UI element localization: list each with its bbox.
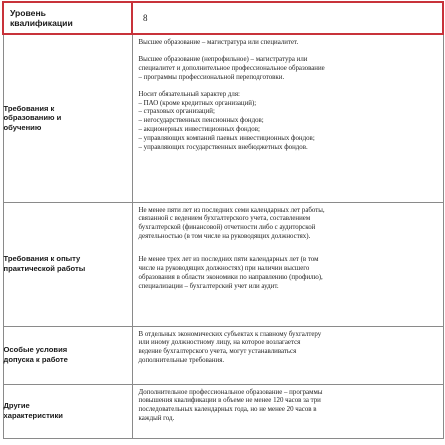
text-line: – негосударственных пенсионных фондов; (138, 117, 264, 125)
label-line: образованию и (3, 113, 62, 123)
text-line: каждый год. (138, 415, 175, 423)
qualification-level-row (3, 2, 443, 34)
label-line: Требования к опыту (3, 254, 81, 264)
label-line: характеристики (3, 411, 63, 420)
label-line: Особые условия (3, 345, 68, 355)
education-requirements-label (3, 34, 132, 202)
text-line: Дополнительное профессиональное образование – программы (138, 388, 323, 396)
text-line: связанной с ведением бухгалтерского учета, составлением (138, 215, 311, 223)
qualification-table (2, 1, 444, 439)
paragraph (139, 207, 438, 243)
label-line: квалификации (10, 18, 73, 28)
label-line: Уровень (10, 8, 46, 18)
text-line: Высшее образование – магистратура или специалитет. (138, 39, 299, 46)
education-requirements-row (3, 34, 443, 202)
experience-requirements-content (132, 202, 443, 326)
text-line: Не менее пяти лет из последних семи календарных лет работы, (138, 206, 325, 214)
admission-conditions-label (3, 326, 132, 384)
qualification-level-value: 8 (132, 2, 443, 34)
label-line: Другие (3, 401, 30, 411)
paragraph (139, 56, 438, 83)
text-line: Не менее трех лет из последних пяти календарных лет (в том (138, 256, 319, 264)
experience-requirements-label (3, 202, 132, 326)
qualification-level-label (3, 2, 132, 34)
text-line: Носит обязательный характер для: (138, 90, 240, 98)
label-line: допуска к работе (3, 355, 68, 364)
text-line: – страховых организаций; (138, 108, 215, 116)
other-characteristics-label (3, 384, 132, 438)
text-line: числе на руководящих должностях) при наличии высшего (138, 265, 310, 273)
paragraph (139, 39, 438, 48)
other-characteristics-row (3, 384, 443, 438)
education-requirements-content (132, 34, 443, 202)
text-line: специалитет и дополнительное профессиональное образование (138, 64, 325, 72)
paragraph (139, 256, 438, 292)
text-line: ведение бухгалтерского учета, могут устанавливаться (138, 348, 297, 356)
text-line: – управляющих компаний паевых инвестиционных фондов; (138, 135, 315, 143)
label-line: обучению (3, 123, 42, 133)
text-line: Высшее образование (непрофильное) – магистратура или (138, 55, 308, 63)
text-line: деятельностью (в том числе на руководящих должностях). (138, 233, 311, 241)
other-characteristics-content (132, 384, 443, 438)
text-line: В отдельных экономических субъектах к главному бухгалтеру (138, 330, 322, 338)
text-line: дополнительные требования. (138, 357, 225, 365)
text-line: или иному должностному лицу, на которое возлагается (138, 339, 301, 347)
label-line: практической работы (3, 264, 86, 273)
text-line: повышения квалификации в объеме не менее 120 часов за три (138, 397, 321, 405)
paragraph (139, 91, 438, 153)
admission-conditions-row (3, 326, 443, 384)
paragraph (139, 389, 438, 425)
text-line: – программы профессиональной переподготовки. (138, 73, 285, 81)
text-line: – ПАО (кроме кредитных организаций); (138, 99, 257, 107)
text-line: образования в области экономики по направлению (профилю), (138, 273, 323, 281)
experience-requirements-row (3, 202, 443, 326)
text-line: бухгалтерской (финансовой) отчетности либо с аудиторской (138, 224, 316, 232)
paragraph (139, 331, 438, 367)
text-line: последовательных календарных года, но не менее 20 часов в (138, 406, 317, 414)
label-line: Требования к (3, 103, 55, 113)
admission-conditions-content (132, 326, 443, 384)
text-line: – управляющих государственных внебюджетных фондов. (138, 144, 308, 152)
text-line: специализации – бухгалтерский учет или аудит. (138, 282, 279, 290)
text-line: – акционерных инвестиционных фондов; (138, 126, 260, 134)
